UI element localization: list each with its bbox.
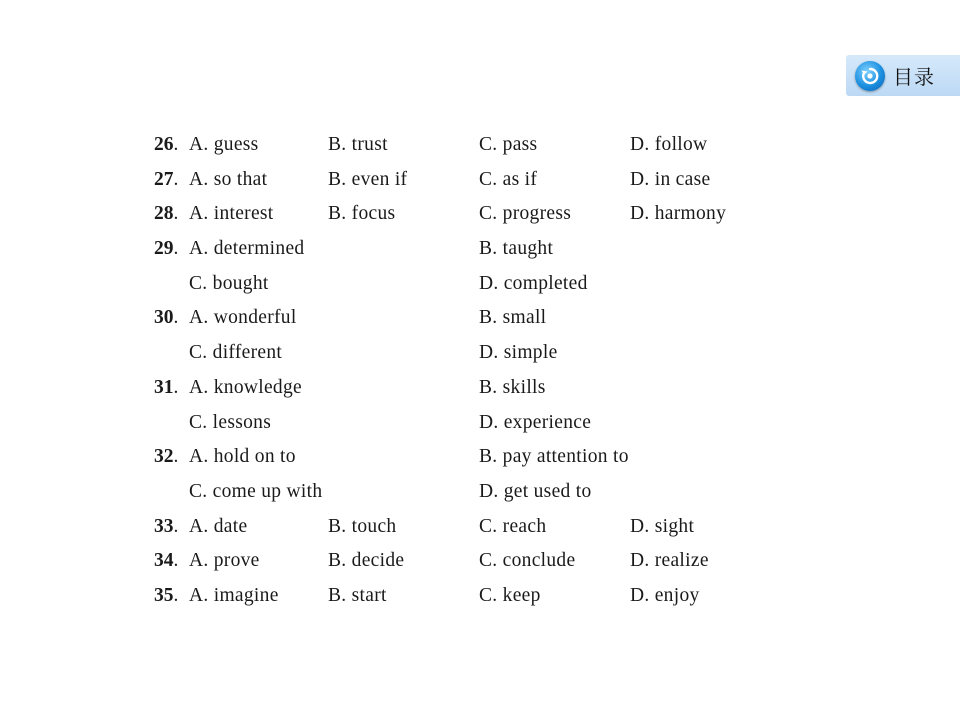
option-c: C. different (189, 342, 283, 364)
option-c: C. bought (189, 272, 269, 294)
option-c: C. conclude (479, 550, 576, 572)
option-b: B. even if (328, 168, 408, 190)
question-number: 28. (154, 203, 179, 225)
option-a: A. date (189, 515, 248, 537)
option-a: A. interest (189, 203, 274, 225)
question-number: 29. (154, 238, 179, 260)
question-row (154, 232, 794, 267)
option-d: D. sight (630, 515, 695, 537)
question-list (154, 128, 794, 614)
option-a: A. imagine (189, 584, 279, 606)
question-number: 26. (154, 134, 179, 155)
option-b: B. trust (328, 134, 388, 155)
option-d: D. get used to (479, 480, 592, 502)
question-row (154, 440, 794, 475)
toc-label: 目录 (893, 65, 935, 89)
option-b: B. skills (479, 376, 546, 398)
option-b: B. decide (328, 550, 405, 572)
option-d: D. realize (630, 550, 709, 572)
option-d: D. completed (479, 272, 588, 294)
option-a: A. determined (189, 238, 305, 260)
toc-button[interactable] (846, 55, 960, 96)
question-number: 32. (154, 446, 179, 468)
question-row (154, 371, 794, 406)
question-row-continuation (154, 336, 794, 371)
question-row-continuation (154, 406, 794, 441)
option-a: A. guess (189, 134, 259, 155)
question-row-continuation (154, 267, 794, 302)
option-d: D. enjoy (630, 584, 700, 606)
question-number: 30. (154, 307, 179, 329)
option-c: C. come up with (189, 480, 323, 502)
option-c: C. reach (479, 515, 547, 537)
option-a: A. prove (189, 550, 260, 572)
option-a: A. so that (189, 168, 268, 190)
option-d: D. follow (630, 134, 708, 155)
option-a: A. hold on to (189, 446, 296, 468)
option-c: C. progress (479, 203, 572, 225)
question-row (154, 197, 794, 232)
option-a: A. knowledge (189, 376, 302, 398)
option-c: C. lessons (189, 411, 272, 433)
question-number: 27. (154, 168, 179, 190)
option-b: B. pay attention to (479, 446, 629, 468)
option-b: B. taught (479, 238, 554, 260)
option-d: D. experience (479, 411, 592, 433)
option-d: D. simple (479, 342, 558, 364)
circular-arrow-icon (855, 61, 885, 91)
question-row (154, 544, 794, 579)
option-b: B. start (328, 584, 387, 606)
question-row (154, 510, 794, 545)
question-row (154, 163, 794, 198)
question-number: 34. (154, 550, 179, 572)
question-row (154, 301, 794, 336)
option-c: C. keep (479, 584, 541, 606)
question-number: 35. (154, 584, 179, 606)
option-a: A. wonderful (189, 307, 297, 329)
question-row-continuation (154, 475, 794, 510)
option-b: B. focus (328, 203, 396, 225)
question-row (154, 128, 794, 163)
option-b: B. small (479, 307, 547, 329)
option-d: D. in case (630, 168, 711, 190)
option-c: C. as if (479, 168, 538, 190)
option-d: D. harmony (630, 203, 727, 225)
option-c: C. pass (479, 134, 538, 155)
question-row (154, 579, 794, 614)
question-number: 33. (154, 515, 179, 537)
option-b: B. touch (328, 515, 397, 537)
question-number: 31. (154, 376, 179, 398)
